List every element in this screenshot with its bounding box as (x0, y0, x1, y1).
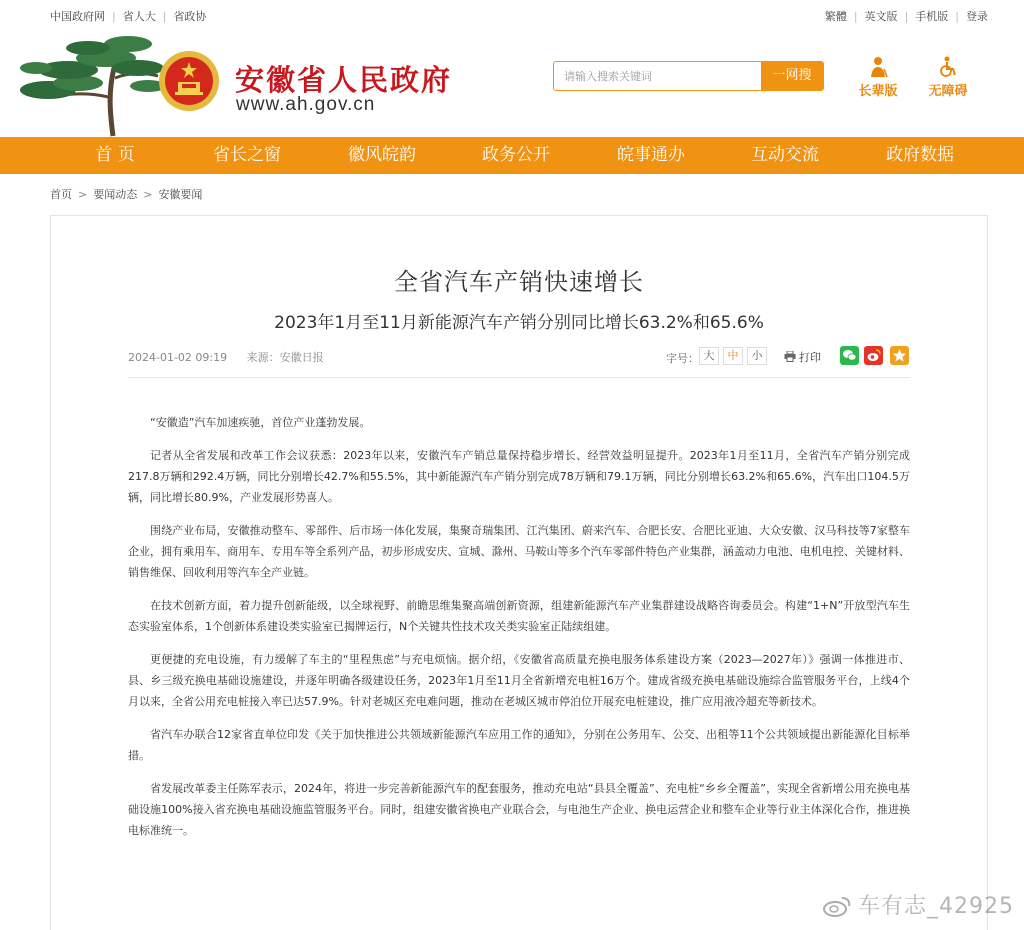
font-size-large-button[interactable]: 大 (699, 347, 719, 365)
breadcrumb-home[interactable]: 首页 (50, 188, 72, 201)
article-source: 来源：安徽日报 (246, 351, 324, 364)
wechat-share-icon[interactable] (840, 346, 859, 365)
favorite-star-icon[interactable] (890, 346, 909, 365)
paragraph: “安徽造”汽车加速疾驰，首位产业蓬勃发展。 (150, 416, 371, 429)
top-right-links: 繁體 | 英文版 | 手机版 | 登录 (824, 10, 988, 23)
nav-item-services[interactable]: 皖事通办 (617, 145, 685, 165)
article-meta (128, 349, 340, 365)
top-left-links: 中国政府网 | 省人大 | 省政协 (50, 10, 207, 23)
pine-tree-icon (18, 28, 168, 138)
breadcrumb (50, 186, 202, 202)
weibo-watermark (822, 889, 1014, 920)
accessibility-label: 无障碍 (928, 84, 968, 99)
nav-item-interaction[interactable]: 互动交流 (751, 145, 819, 165)
font-size-label: 字号： (666, 352, 699, 365)
meta-divider (128, 377, 910, 378)
nav-item-governor[interactable]: 省长之窗 (213, 145, 281, 165)
link-provincial-congress[interactable]: 省人大 (122, 10, 156, 23)
accessibility-button[interactable] (918, 56, 978, 99)
nav-item-gov-data[interactable]: 政府数据 (886, 145, 954, 165)
nav-item-culture[interactable]: 徽风皖韵 (348, 145, 416, 165)
weibo-logo-icon (822, 895, 852, 917)
elder-person-icon (867, 56, 889, 78)
publish-date: 2024-01-02 09:19 (128, 351, 228, 364)
national-emblem-icon (158, 50, 220, 112)
paragraph: 省汽车办联合12家省直单位印发《关于加快推进公共领域新能源汽车应用工作的通知》，分别在公务用车、公交、出租等11个公共领域提出新能源化目标举措。 (128, 728, 910, 762)
article-subtitle: 2023年1月至11月新能源汽车产销分别同比增长63.2%和65.6% (274, 313, 764, 333)
article-title: 全省汽车产销快速增长 (394, 268, 644, 296)
nav-item-home[interactable]: 首 页 (95, 145, 135, 165)
article-tools (649, 346, 909, 366)
paragraph: 更便捷的充电设施，有力缓解了车主的“里程焦虑”与充电烦恼。据介绍，《安徽省高质量充换电服务体系建设方案（2023—2027年）》强调一体推进市、县、乡三级充换电基础设施建设，并逐年明确各级建设任务，2023年1月至11月全省新增充电桩16万个。建成省级充换电基础设施综合监管服务平台，上线4个月以来，全省公用充电桩接入率已达57.9%。针对老城区充电难问题，推动在老城区城市停泊位开展充电桩建设，推广应用液冷超充等新技术。 (128, 653, 910, 708)
link-provincial-cppcc[interactable]: 省政协 (173, 10, 207, 23)
link-english[interactable]: 英文版 (864, 10, 898, 23)
print-label: 打印 (799, 351, 821, 364)
watermark-text: 车有志_42925 (858, 894, 1014, 919)
breadcrumb-anhui-news[interactable]: 安徽要闻 (158, 188, 203, 201)
search-button[interactable]: 一网搜 (761, 62, 823, 90)
link-mobile[interactable]: 手机版 (915, 10, 949, 23)
main-nav (0, 137, 1024, 174)
search-box (553, 61, 824, 91)
paragraph: 省发展改革委主任陈军表示，2024年，将进一步完善新能源汽车的配套服务，推动充电站“县县全覆盖”、充电桩“乡乡全覆盖”，实现全省新增公用充换电基础设施100%接入省充换电基础设施监管服务平台。同时，组建安徽省换电产业联合会，与电池生产企业、换电运营企业和整车企业等行业主体深化合作，推进换电标准统一。 (128, 782, 910, 837)
chevron-right-icon: > (143, 188, 153, 201)
search-input[interactable] (554, 62, 761, 90)
print-button[interactable] (784, 349, 822, 365)
font-size-small-button[interactable]: 小 (747, 347, 767, 365)
wheelchair-icon (937, 56, 959, 78)
chevron-right-icon: > (78, 188, 88, 201)
site-header (0, 28, 1024, 136)
link-traditional-chinese[interactable]: 繁體 (824, 10, 847, 23)
elder-mode-label: 长辈版 (858, 84, 898, 99)
site-url: www.ah.gov.cn (236, 94, 376, 115)
breadcrumb-news[interactable]: 要闻动态 (93, 188, 138, 201)
paragraph: 记者从全省发展和改革工作会议获悉：2023年以来，安徽汽车产销总量保持稳步增长、经营效益明显提升。2023年1月至11月，全省汽车产销分别完成217.8万辆和292.4万辆，同比分别增长42.7%和55.5%，其中新能源汽车产销分别完成78万辆和79.1万辆，同比分别增长63.2%和65.6%，汽车出口104.5万辆，同比增长80.9%，产业发展形势喜人。 (128, 449, 910, 504)
nav-item-public-affairs[interactable]: 政务公开 (482, 145, 550, 165)
link-gov-cn[interactable]: 中国政府网 (50, 10, 105, 23)
paragraph: 在技术创新方面，着力提升创新能级，以全球视野、前瞻思维集聚高端创新资源，组建新能源汽车产业集群建设战略咨询委员会。构建“1+N”开放型汽车生态实验室体系，1个创新体系建设类实验室已揭牌运行，N个关键共性技术攻关类实验室正陆续组建。 (128, 599, 910, 633)
top-utility-bar (0, 0, 1024, 28)
printer-icon (784, 351, 796, 362)
paragraph: 围绕产业布局，安徽推动整车、零部件、后市场一体化发展，集聚奇瑞集团、江汽集团、蔚来汽车、合肥长安、合肥比亚迪、大众安徽、汉马科技等7家整车企业，拥有乘用车、商用车、专用车等全系列产品，初步形成安庆、宣城、滁州、马鞍山等多个汽车零部件特色产业集群，涵盖动力电池、电机电控、关键材料、销售维保、回收利用等汽车全产业链。 (128, 524, 910, 579)
article-body (128, 412, 910, 853)
article-container (50, 215, 988, 930)
weibo-share-icon[interactable] (864, 346, 883, 365)
link-login[interactable]: 登录 (966, 10, 988, 23)
site-title: 安徽省人民政府 (235, 63, 453, 97)
font-size-medium-button[interactable]: 中 (723, 347, 743, 365)
elder-mode-button[interactable] (848, 56, 908, 99)
